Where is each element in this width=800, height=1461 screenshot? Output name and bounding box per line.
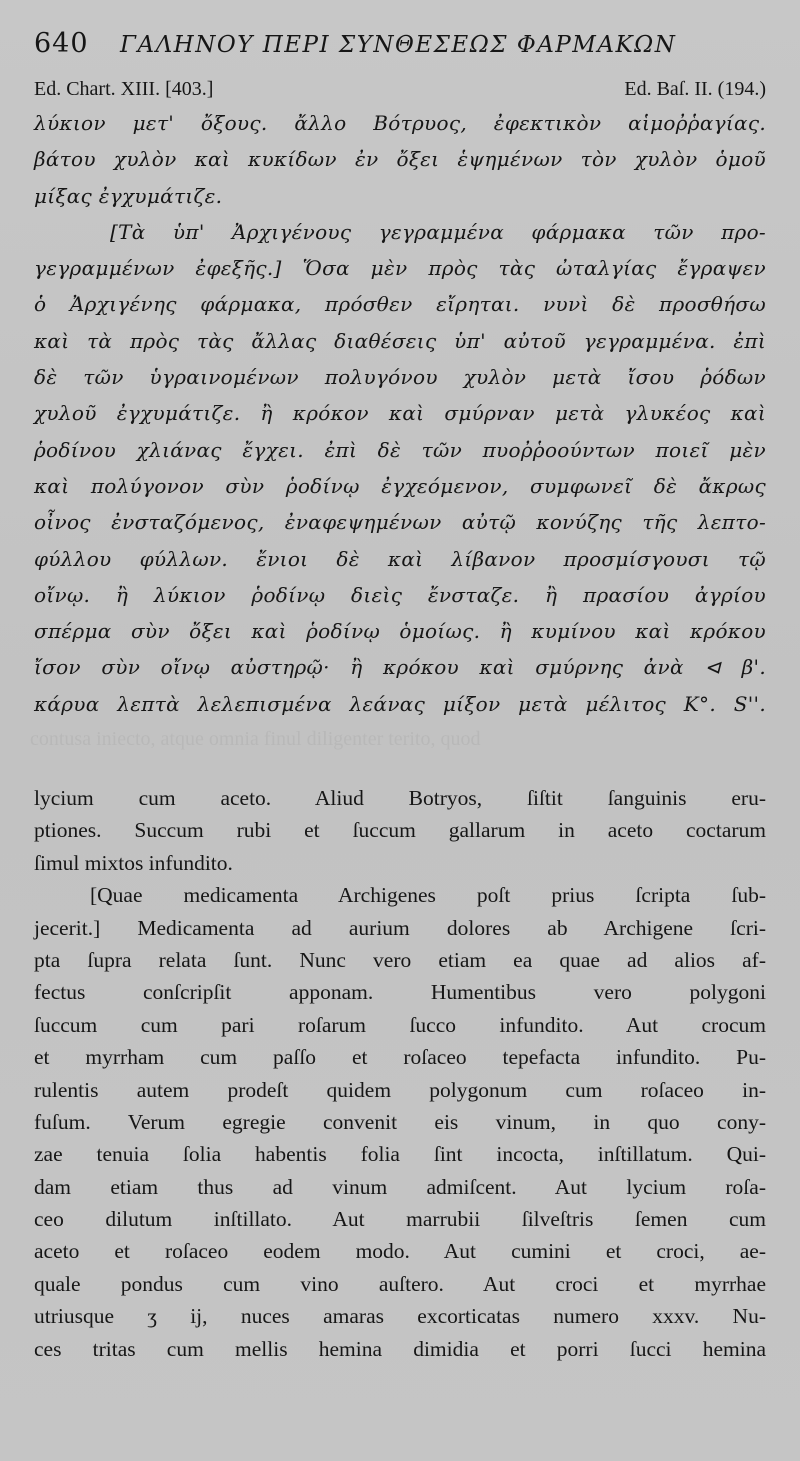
latin-text-block: [34, 782, 766, 1365]
greek-line: ῥοδίνου χλιάνας ἔγχει. ἐπὶ δὲ τῶν πυοῤῥοούντων ποιεῖ μὲν: [34, 437, 766, 462]
latin-line: pta ſupra relata ſunt. Nunc vero etiam ea quae ad alios af-: [34, 947, 766, 972]
latin-line: ſimul mixtos infundito.: [34, 850, 233, 875]
greek-line: ὁ Ἀρχιγένης φάρμακα, πρόσθεν εἴρηται. νυνὶ δὲ προσθήσω: [34, 292, 766, 317]
greek-line: οἶνος ἐνσταζόμενος, ἐναφεψημένων αὐτῷ κονύζης τῆς λεπτο-: [34, 510, 766, 535]
greek-line: κάρυα λεπτὰ λελεπισμένα λεάνας μίξον μετὰ μέλιτος K°. S''.: [34, 691, 766, 716]
greek-line: γεγραμμένων ἐφεξῆς.] Ὅσα μὲν πρὸς τὰς ὠταλγίας ἔγραψεν: [34, 256, 766, 281]
edition-reference-line: [34, 78, 766, 106]
latin-line: fuſum. Verum egregie convenit eis vinum, in quo cony-: [34, 1109, 766, 1134]
latin-line: ces tritas cum mellis hemina dimidia et porri ſucci hemina: [34, 1336, 766, 1361]
greek-line: καὶ πολύγονον σὺν ῥοδίνῳ ἐγχεόμενον, συμφωνεῖ δὲ ἄκρως: [34, 473, 766, 498]
show-through-text: contusa iniecto, atque omnia finul diligenter terito, quod: [30, 728, 481, 750]
latin-line: ceo dilutum inſtillato. Aut marrubii ſilveſtris ſemen cum: [34, 1207, 766, 1232]
latin-line: aceto et roſaceo eodem modo. Aut cumini et croci, ae-: [34, 1239, 766, 1264]
greek-line: οἴνῳ. ἢ λύκιον ῥοδίνῳ διεὶς ἔνσταζε. ἢ πρασίου ἀγρίου: [34, 582, 766, 607]
greek-line: καὶ τὰ πρὸς τὰς ἄλλας διαθέσεις ὑπ' αὐτοῦ γεγραμμένα. ἐπὶ: [34, 328, 766, 353]
greek-line: μίξας ἐγχυμάτιζε.: [34, 183, 223, 208]
greek-line: χυλοῦ ἐγχυμάτιζε. ἢ κρόκον καὶ σμύρναν μετὰ γλυκέος καὶ: [34, 401, 766, 426]
latin-line: quale pondus cum vino auſtero. Aut croci et myrrhae: [34, 1271, 766, 1296]
latin-line: lycium cum aceto. Aliud Botryos, ſiſtit ſanguinis eru-: [34, 786, 766, 810]
latin-line: ſuccum cum pari roſarum ſucco infundito. Aut crocum: [34, 1012, 766, 1037]
latin-line: rulentis autem prodeſt quidem polygonum cum roſaceo in-: [34, 1077, 766, 1102]
edition-right: Ed. Baſ. II. (194.): [624, 78, 766, 100]
page-number: 640: [34, 28, 89, 59]
greek-text-block: [34, 105, 766, 722]
page-header: [34, 28, 774, 62]
latin-line: [Quae medicamenta Archigenes poſt prius ſcripta ſub-: [90, 883, 766, 908]
latin-line: et myrrham cum paſſo et roſaceo tepefacta infundito. Pu-: [34, 1045, 766, 1070]
greek-line: [Τὰ ὑπ' Ἀρχιγένους γεγραμμένα φάρμακα τῶν προ-: [110, 219, 766, 244]
greek-line: βάτου χυλὸν καὶ κυκίδων ἐν ὄξει ἑψημένων τὸν χυλὸν ὁμοῦ: [34, 147, 766, 172]
latin-line: ptiones. Succum rubi et ſuccum gallarum in aceto coctarum: [34, 818, 766, 843]
greek-line: ἴσον σὺν οἴνῳ αὐστηρῷ· ἢ κρόκου καὶ σμύρνης ἀνὰ ⊲ β'.: [34, 655, 766, 680]
latin-line: jecerit.] Medicamenta ad aurium dolores ab Archigene ſcri-: [34, 915, 766, 940]
latin-line: fectus conſcripſit apponam. Humentibus vero polygoni: [34, 980, 766, 1005]
latin-line: zae tenuia ſolia habentis folia ſint incocta, inſtillatum. Qui-: [34, 1142, 766, 1167]
latin-line: dam etiam thus ad vinum admiſcent. Aut lycium roſa-: [34, 1174, 766, 1199]
running-title: ΓΑΛΗΝΟΥ ΠΕΡΙ ΣΥΝΘΕΣΕΩΣ ΦΑΡΜΑΚΩΝ: [120, 32, 677, 58]
greek-line: σπέρμα σὺν ὄξει καὶ ῥοδίνῳ ὁμοίως. ἢ κυμίνου καὶ κρόκου: [34, 619, 766, 644]
greek-line: λύκιον μετ' ὄξους. ἄλλο Βότρυος, ἐφεκτικὸν αἱμοῤῥαγίας.: [34, 111, 766, 135]
greek-line: δὲ τῶν ὑγραινομένων πολυγόνου χυλὸν μετὰ ἴσου ῥόδων: [34, 365, 766, 390]
edition-left: Ed. Chart. XIII. [403.]: [34, 78, 214, 100]
latin-line: utriusque ʒ ij, nuces amaras excorticatas numero xxxv. Nu-: [34, 1304, 766, 1329]
greek-line: φύλλου φύλλων. ἔνιοι δὲ καὶ λίβανον προσμίσγουσι τῷ: [34, 546, 766, 571]
